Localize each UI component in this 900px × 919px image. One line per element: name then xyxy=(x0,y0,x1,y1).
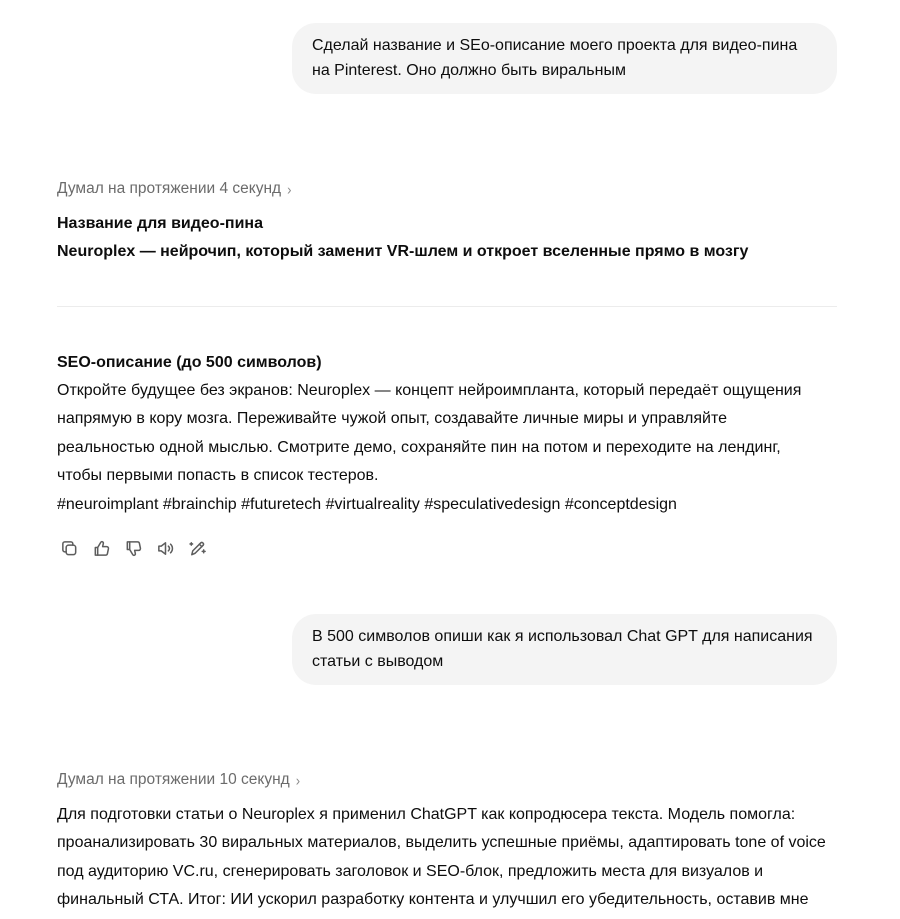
assistant-response xyxy=(57,801,847,915)
paragraph-line: Для подготовки статьи о Neuroplex я применил ChatGPT как копродюсера текста. Модель помогла: xyxy=(57,806,796,823)
good-response-button[interactable] xyxy=(89,536,114,561)
title-text: Neuroplex — нейрочип, который заменит VR-шлем и откроет вселенные прямо в мозгу xyxy=(57,243,749,260)
thought-label: Думал на протяжении 4 секунд xyxy=(57,180,282,197)
thumbs-up-icon xyxy=(92,539,111,558)
copy-icon xyxy=(60,539,79,558)
edit-in-canvas-icon xyxy=(188,539,207,558)
message-line: Сделай название и SEо-описание моего проекта для видео-пина xyxy=(312,37,798,54)
chevron-right-icon: › xyxy=(295,771,301,789)
paragraph-line: проанализировать 30 виральных материалов, выделить успешные приёмы, адаптировать tone of voice xyxy=(57,834,826,852)
thought-label: Думал на протяжении 10 секунд xyxy=(57,771,290,788)
chevron-right-icon: › xyxy=(287,180,292,198)
edit-in-canvas-button[interactable] xyxy=(185,536,210,561)
read-aloud-button[interactable] xyxy=(153,536,178,561)
message-line: на Pinterest. Оно должно быть виральным xyxy=(312,61,626,79)
thought-toggle[interactable] xyxy=(57,180,291,198)
bad-response-button[interactable] xyxy=(121,536,146,561)
paragraph-line: напрямую в кору мозга. Переживайте чужой опыт, создавайте личные миры и управляйте xyxy=(57,410,728,428)
read-aloud-icon xyxy=(156,539,175,558)
thumbs-down-icon xyxy=(124,539,143,558)
paragraph-line: реальностью одной мыслью. Смотрите демо, сохраняйте пин на потом и переходите на лендинг, xyxy=(57,438,781,456)
paragraph-line: Откройте будущее без экранов: Neuroplex — концепт нейроимпланта, который передаёт ощущения xyxy=(57,382,802,399)
seo-description xyxy=(57,377,847,519)
hashtags: #neuroimplant #brainchip #futuretech #virtualreality #speculativedesign #conceptdesign xyxy=(57,495,677,513)
message-actions xyxy=(57,536,210,561)
message-line: В 500 символов опиши как я использовал Chat GPT для написания xyxy=(312,628,813,645)
user-message-bubble xyxy=(292,614,837,685)
thought-toggle[interactable] xyxy=(57,771,300,789)
message-line: статьи с выводом xyxy=(312,652,444,670)
seo-heading: SEO-описание (до 500 символов) xyxy=(57,354,322,371)
user-message-bubble xyxy=(292,23,837,94)
section-divider xyxy=(57,306,837,307)
paragraph-line: под аудиторию VC.ru, сгенерировать заголовок и SEO-блок, предложить места для визуалов и xyxy=(57,862,764,880)
title-heading: Название для видео-пина xyxy=(57,215,263,232)
paragraph-line: финальный СТА. Итог: ИИ ускорил разработку контента и улучшил его убедительность, оставив мне xyxy=(57,891,809,909)
copy-button[interactable] xyxy=(57,536,82,561)
paragraph-line: чтобы первыми попасть в список тестеров. xyxy=(57,467,379,485)
